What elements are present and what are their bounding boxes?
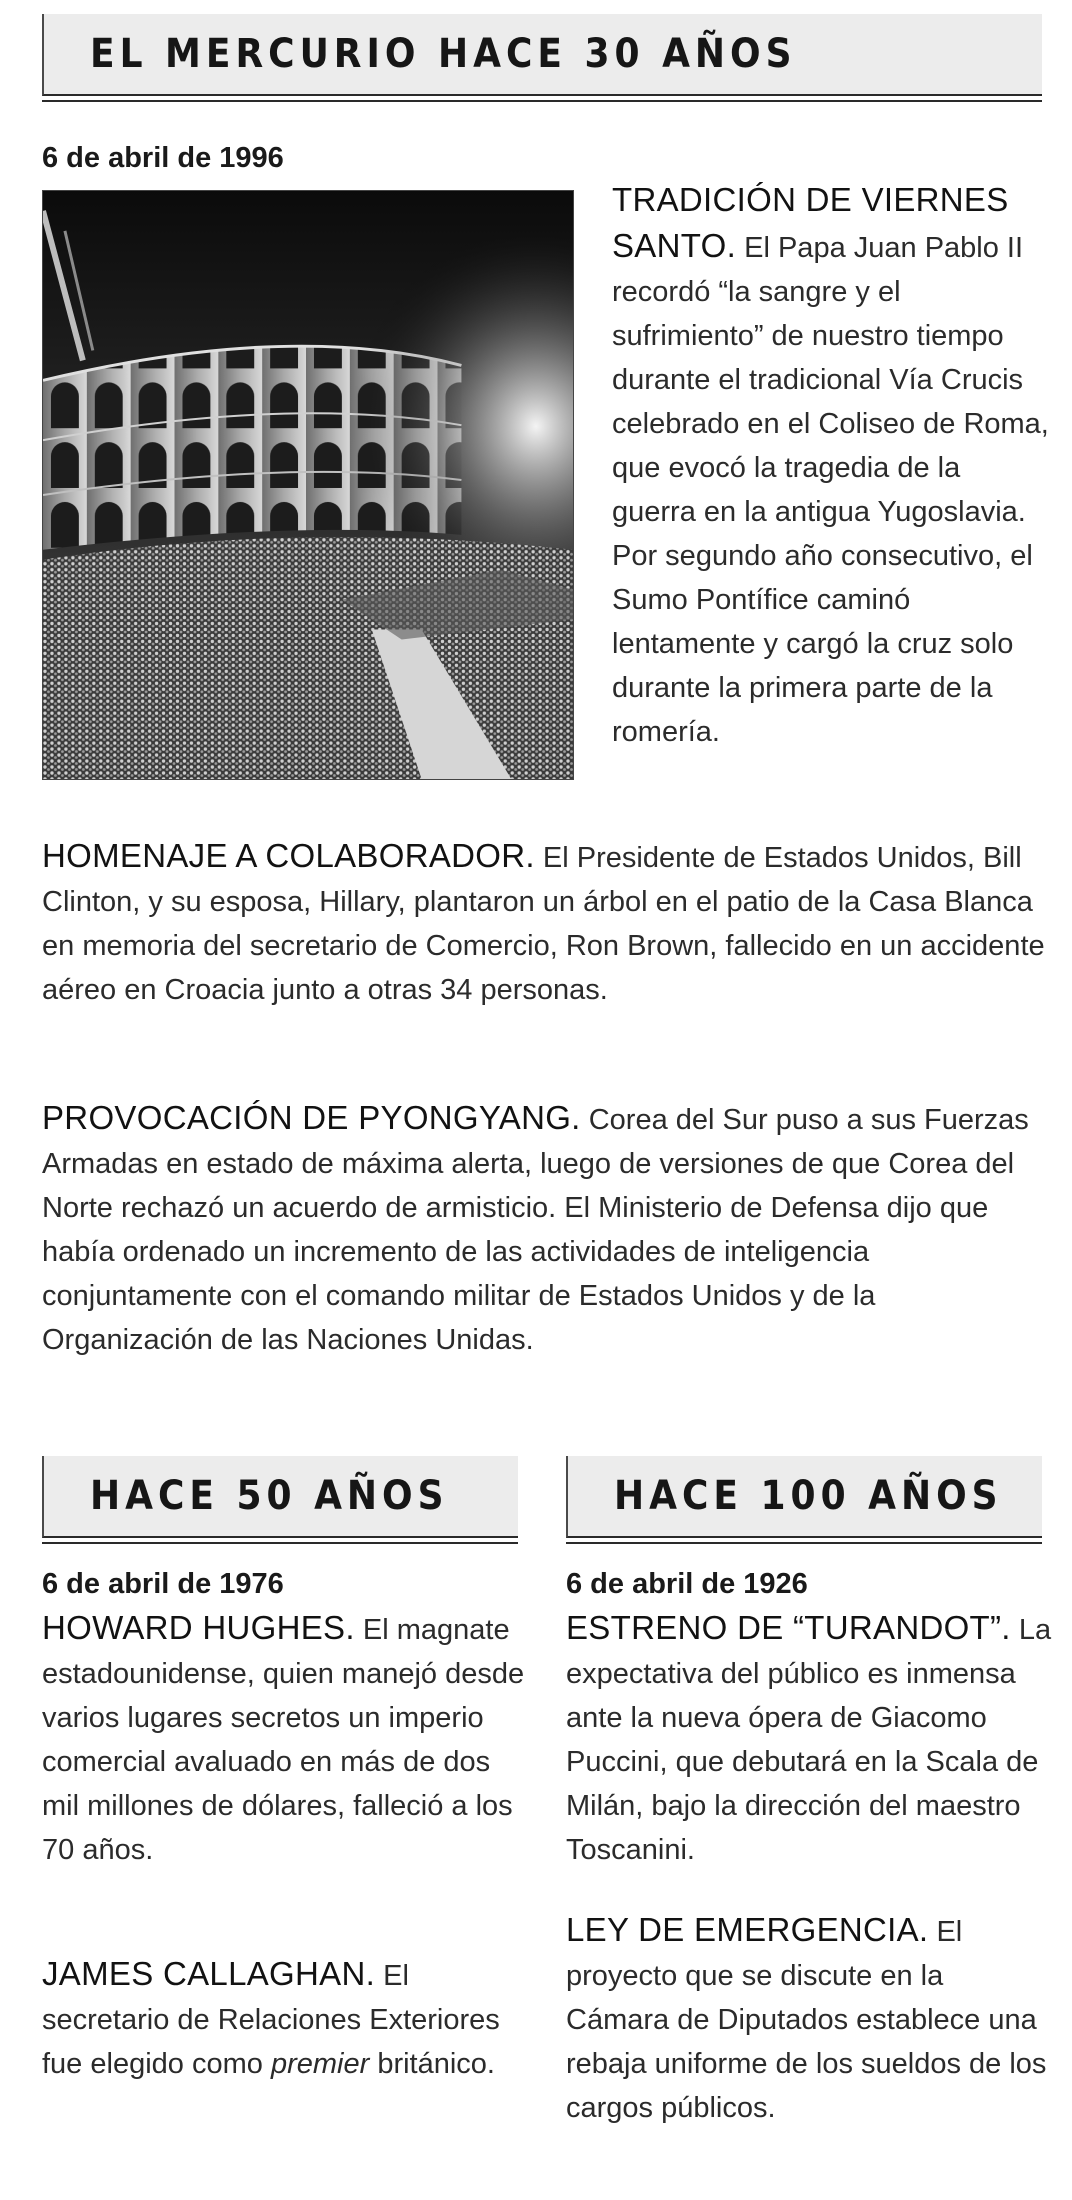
colosseum-photo xyxy=(42,190,574,780)
article-tradicion xyxy=(612,178,1052,754)
body-tradicion: El Papa Juan Pablo II recordó “la sangre y el sufrimiento” de nuestro tiempo durante el tradicional Vía Crucis celebrado en el Coliseo de Roma, que evocó la tragedia de la guerra en la antigua Yugoslavia. Por segundo año consecutivo, el Sumo Pontífice caminó lentamente y cargó la cruz solo durante la primera parte de la romería. xyxy=(612,232,1049,748)
body-turandot: La expectativa del público es inmensa ante la nueva ópera de Giacomo Puccini, que debutará en la Scala de Milán, bajo la dirección del maestro Toscanini. xyxy=(566,1614,1052,1866)
headline-hughes: HOWARD HUGHES. xyxy=(42,1609,355,1646)
date-1996: 6 de abril de 1996 xyxy=(42,142,284,174)
headline-homenaje: HOMENAJE A COLABORADOR. xyxy=(42,837,535,874)
date-1926: 6 de abril de 1926 xyxy=(566,1568,808,1600)
headline-ley: LEY DE EMERGENCIA. xyxy=(566,1911,929,1948)
headline-provocacion: PROVOCACIÓN DE PYONGYANG. xyxy=(42,1099,581,1136)
article-homenaje xyxy=(42,834,1052,1012)
article-turandot xyxy=(566,1606,1052,1872)
headline-turandot: ESTRENO DE “TURANDOT”. xyxy=(566,1609,1011,1646)
section-title-30: EL MERCURIO HACE 30 AÑOS xyxy=(90,31,797,77)
section-title-50: HACE 50 AÑOS xyxy=(90,1473,449,1519)
headline-tradicion: TRADICIÓN DE VIERNES SANTO. xyxy=(612,181,1009,264)
body-hughes: El magnate estadounidense, quien manejó desde varios lugares secretos un imperio comercial avaluado en más de dos mil millones de dólares, falleció a los 70 años. xyxy=(42,1614,525,1866)
article-callaghan xyxy=(42,1952,532,2086)
article-ley xyxy=(566,1908,1052,2130)
article-hughes xyxy=(42,1606,532,1872)
body-callaghan: El secretario de Relaciones Exteriores fue elegido como xyxy=(42,1960,500,2080)
italic-premier: premier xyxy=(270,2048,370,2080)
body-provocacion: Corea del Sur puso a sus Fuerzas Armadas en estado de máxima alerta, luego de versiones de que Corea del Norte rechazó un acuerdo de armisticio. El Ministerio de Defensa dijo que había ordenado un incremento de las actividades de inteligencia conjuntamente con el comando militar de Estados Unidos y de la Organización de las Naciones Unidas. xyxy=(42,1104,1029,1356)
date-1976: 6 de abril de 1976 xyxy=(42,1568,284,1600)
article-provocacion xyxy=(42,1096,1052,1362)
headline-callaghan: JAMES CALLAGHAN. xyxy=(42,1955,376,1992)
section-header-30 xyxy=(42,14,1042,96)
body-homenaje: El Presidente de Estados Unidos, Bill Clinton, y su esposa, Hillary, plantaron un árbol en el patio de la Casa Blanca en memoria del secretario de Comercio, Ron Brown, fallecido en un accidente aéreo en Croacia junto a otras 34 personas. xyxy=(42,842,1045,1006)
section-header-50 xyxy=(42,1456,518,1538)
body-ley: El proyecto que se discute en la Cámara de Diputados establece una rebaja uniforme de los sueldos de los cargos públicos. xyxy=(566,1916,1047,2124)
tail-callaghan: británico. xyxy=(377,2048,495,2080)
section-header-100 xyxy=(566,1456,1042,1538)
section-title-100: HACE 100 AÑOS xyxy=(614,1473,1003,1519)
